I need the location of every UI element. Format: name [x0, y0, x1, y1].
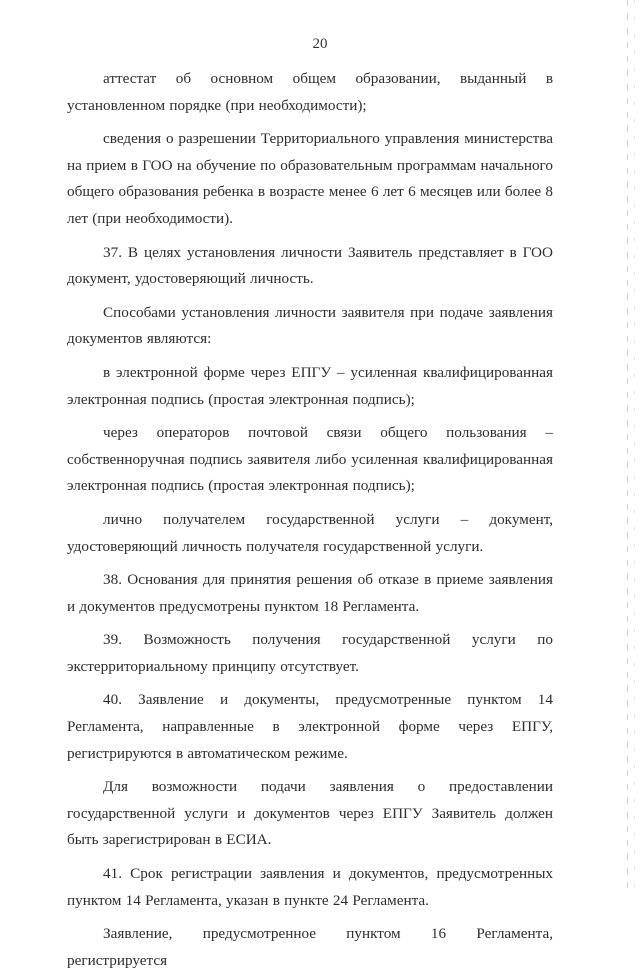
paragraph-40: 40. Заявление и документы, предусмотренные пунктом 14 Регламента, направленные в электронной форме через ЕПГУ, регистрируются в автоматическом режиме.	[67, 691, 553, 762]
paragraph-41: 41. Срок регистрации заявления и документов, предусмотренных пунктом 14 Регламента, указан в пункте 24 Регламента.	[67, 865, 553, 909]
paragraph-method-in-person: лично получателем государственной услуги – документ, удостоверяющий личность получателя государственной услуги.	[67, 510, 553, 555]
paragraph-attestat: аттестат об основном общем образовании, выданный в установленном порядке (при необходимости);	[67, 70, 553, 114]
paragraph-statement-registration: Заявление, предусмотренное пунктом 16 Регламента, регистрируется	[67, 925, 553, 969]
page-body	[67, 66, 553, 980]
scan-edge-artifact	[627, 0, 628, 895]
paragraph-37: 37. В целях установления личности Заявитель представляет в ГОО документ, удостоверяющий личность.	[67, 243, 553, 288]
paragraph-method-postal: через операторов почтовой связи общего пользования – собственноручная подпись заявителя либо усиленная квалифицированная электронная подпись (простая электронная подпись);	[67, 424, 553, 495]
scan-edge-artifact-secondary	[634, 0, 635, 895]
paragraph-38: 38. Основания для принятия решения об отказе в приеме заявления и документов предусмотрены пунктом 18 Регламента.	[67, 571, 553, 615]
page-number: 20	[312, 36, 328, 52]
paragraph-39: 39. Возможность получения государственной услуги по экстерриториальному принципу отсутствует.	[67, 631, 553, 675]
paragraph-esia-registration: Для возможности подачи заявления о предоставлении государственной услуги и документов через ЕПГУ Заявитель должен быть зарегистрирован в ЕСИА.	[67, 778, 553, 849]
paragraph-method-electronic: в электронной форме через ЕПГУ – усиленная квалифицированная электронная подпись (простая электронная подпись);	[67, 363, 553, 408]
paragraph-permission-info: сведения о разрешении Территориального управления министерства на прием в ГОО на обучение по образовательным программам начального общего образования ребенка в возрасте менее 6 лет 6 месяцев или более 8 лет (при необходимости).	[67, 130, 553, 227]
paragraph-identification-methods: Способами установления личности заявителя при подаче заявления документов являются:	[67, 303, 553, 348]
